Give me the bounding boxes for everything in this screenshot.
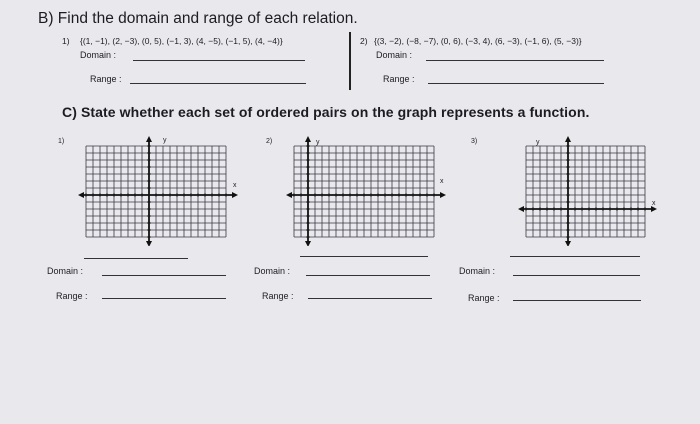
- graph3-domain-answer-line[interactable]: [513, 275, 640, 276]
- graph3-answer-line[interactable]: [510, 256, 640, 257]
- graph1-number: 1): [58, 138, 65, 145]
- q1-range-label: Range :: [90, 74, 122, 84]
- axis-arrow: [440, 192, 446, 198]
- q2-domain-answer-line[interactable]: [426, 60, 604, 61]
- axis-arrow: [146, 241, 152, 246]
- graph2-range-label: Range :: [262, 291, 294, 301]
- graph2-number: 2): [266, 138, 273, 145]
- graph2-x-label: x: [440, 178, 444, 185]
- section-b-title: B) Find the domain and range of each relation.: [38, 10, 358, 27]
- graph1-domain-label: Domain :: [47, 266, 84, 276]
- graph1-answer-line[interactable]: [84, 258, 188, 259]
- graph1-range-answer-line[interactable]: [102, 298, 226, 299]
- q2-number: 2): [360, 36, 368, 46]
- graph2-answer-line[interactable]: [300, 256, 428, 257]
- graph2-coordinate-grid: [282, 136, 452, 246]
- axis-arrow: [305, 136, 311, 142]
- q1-number: 1): [62, 36, 70, 46]
- graph2-range-answer-line[interactable]: [308, 298, 432, 299]
- axis-arrow: [78, 192, 84, 198]
- axis-arrow: [565, 136, 571, 142]
- q2-relation: {(3, −2), (−8, −7), (0, 6), (−3, 4), (6, −3), (−1, 6), (5, −3)}: [374, 36, 582, 46]
- graph2-domain-label: Domain :: [254, 266, 291, 276]
- graph3-domain-label: Domain :: [459, 266, 496, 276]
- section-b-divider: [349, 32, 351, 90]
- q2-range-label: Range :: [383, 74, 415, 84]
- axis-arrow: [518, 206, 524, 212]
- axis-arrow: [146, 136, 152, 142]
- q1-relation: {(1, −1), (2, −3), (0, 5), (−1, 3), (4, −5), (−1, 5), (4, −4)}: [80, 36, 283, 46]
- graph3-range-label: Range :: [468, 293, 500, 303]
- q2-range-answer-line[interactable]: [428, 83, 604, 84]
- graph1-domain-answer-line[interactable]: [102, 275, 226, 276]
- section-c-title: C) State whether each set of ordered pairs on the graph represents a function.: [62, 104, 590, 120]
- q1-domain-answer-line[interactable]: [133, 60, 305, 61]
- axis-arrow: [565, 241, 571, 246]
- axis-arrow: [286, 192, 292, 198]
- graph3-number: 3): [471, 138, 478, 145]
- graph3-x-label: x: [652, 200, 656, 207]
- axis-arrow: [232, 192, 238, 198]
- axis-arrow: [305, 241, 311, 246]
- graph1-coordinate-grid: [70, 136, 240, 246]
- q1-domain-label: Domain :: [80, 50, 117, 60]
- graph2-y-label: y: [316, 139, 320, 146]
- graph1-y-label: y: [163, 137, 167, 144]
- graph3-range-answer-line[interactable]: [513, 300, 641, 301]
- graph3-y-label: y: [536, 139, 540, 146]
- graph3-coordinate-grid: [488, 136, 660, 246]
- graph2-domain-answer-line[interactable]: [306, 275, 430, 276]
- graph1-x-label: x: [233, 182, 237, 189]
- q2-domain-label: Domain :: [376, 50, 413, 60]
- graph1-range-label: Range :: [56, 291, 88, 301]
- q1-range-answer-line[interactable]: [130, 83, 306, 84]
